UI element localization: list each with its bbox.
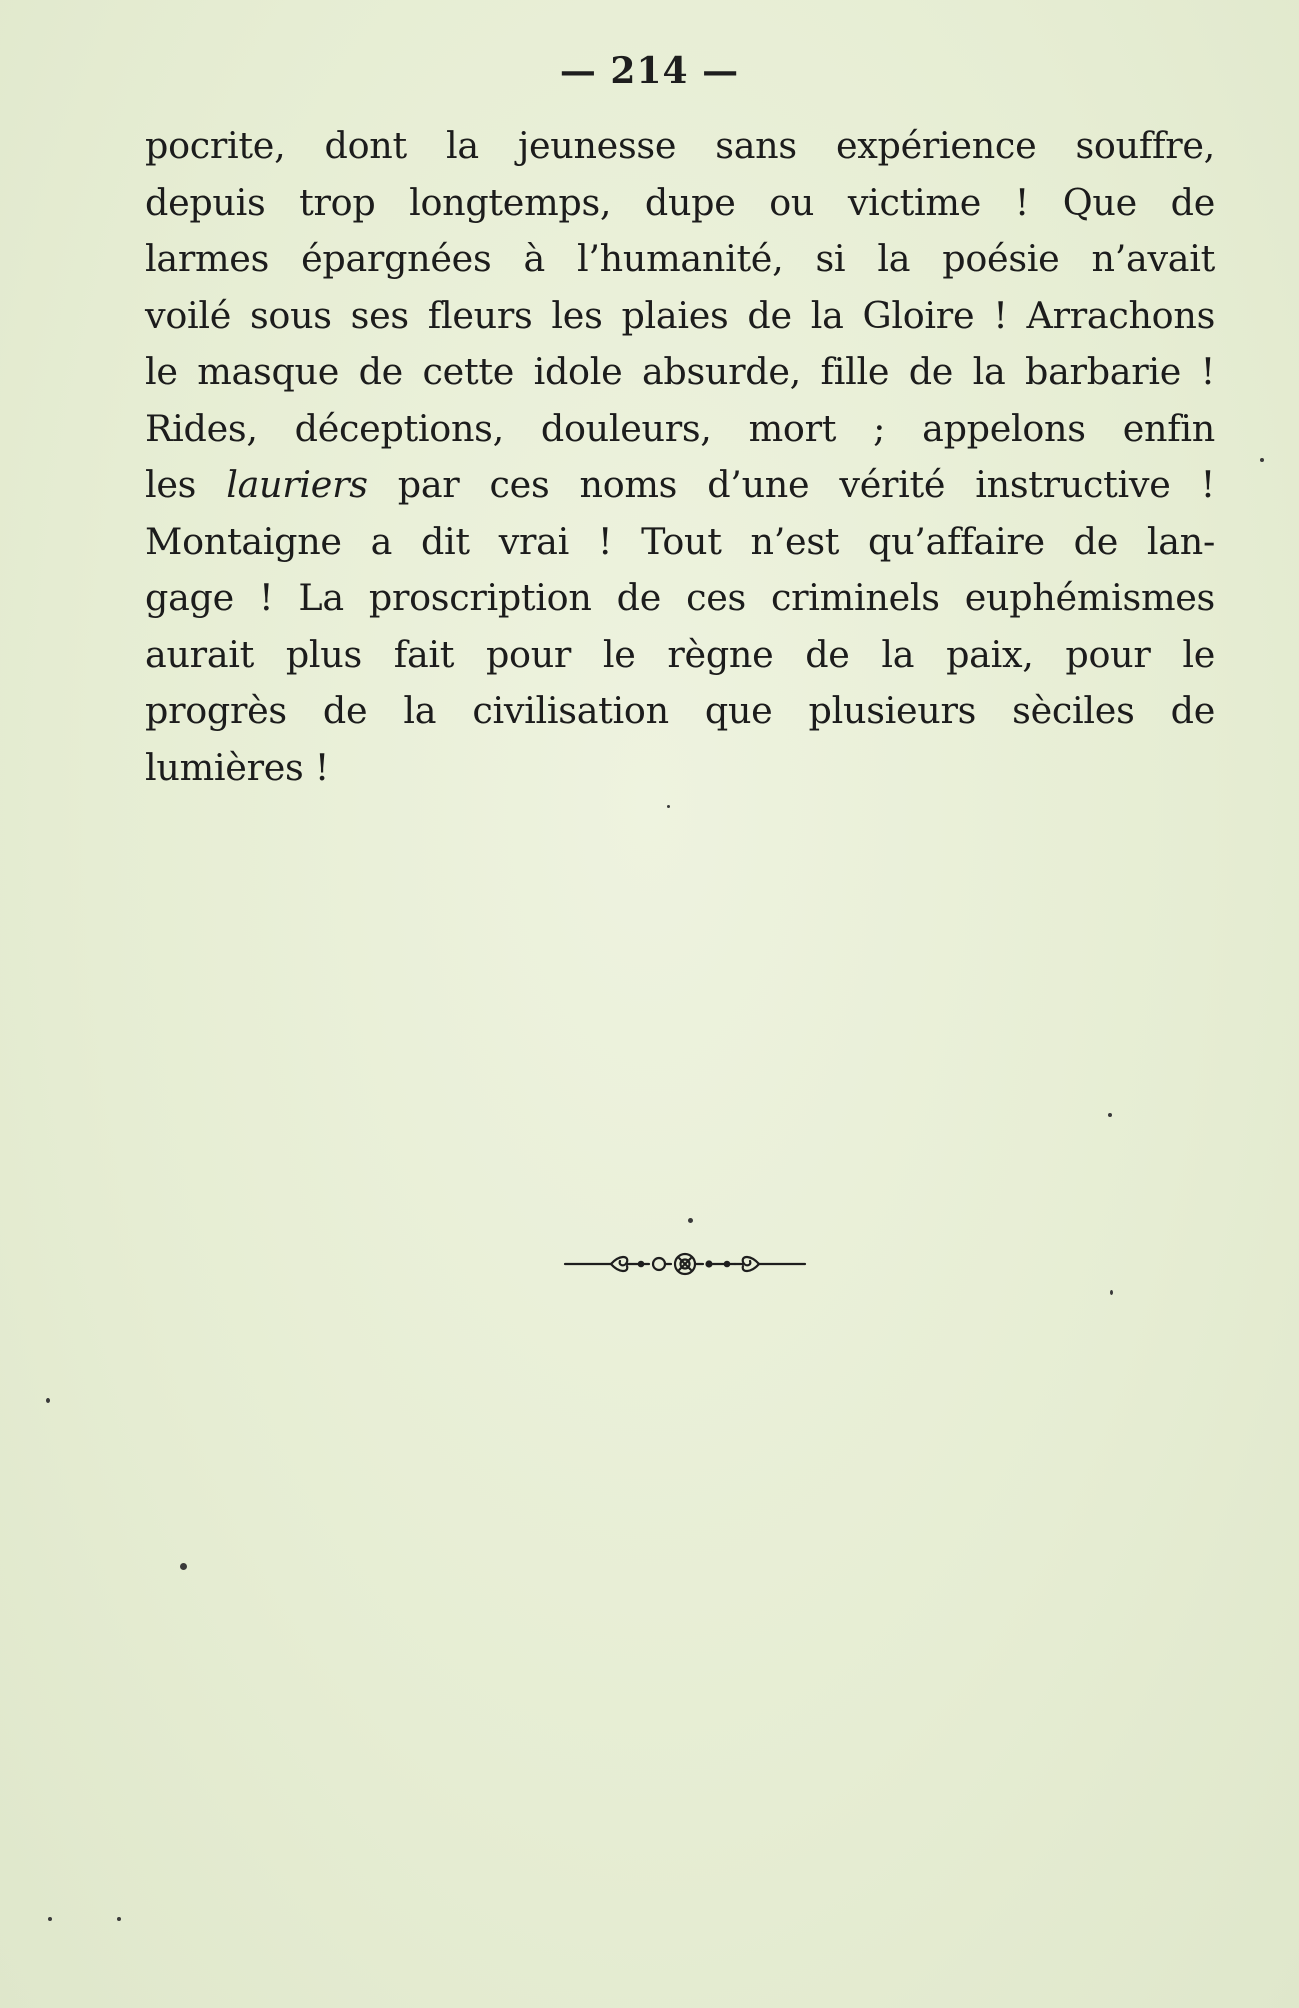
text-line: pocrite, dont la jeunesse sans expérience souffre, xyxy=(145,124,1215,167)
text-line: Rides, déceptions, douleurs, mort ; appelons enfin xyxy=(145,406,1215,450)
text-line xyxy=(145,457,1215,514)
text-line: Montaigne a dit vrai ! Tout n’est qu’affaire de lan- xyxy=(145,519,1215,563)
fleuron-divider-icon xyxy=(563,1245,807,1283)
text-line: voilé sous ses fleurs les plaies de la Gloire ! Arrachons xyxy=(145,293,1215,337)
paper-speck xyxy=(48,1917,52,1921)
text-line: larmes épargnées à l’humanité, si la poésie n’avait xyxy=(145,237,1215,280)
paper-speck xyxy=(180,1563,187,1570)
text-line: lumières ! xyxy=(145,745,330,789)
text-line: aurait plus fait pour le règne de la paix, pour le xyxy=(145,632,1215,676)
paper-speck xyxy=(667,805,670,808)
text-fragment: par ces noms d’une vérité instructive ! xyxy=(367,463,1215,506)
paper-speck xyxy=(1110,1290,1113,1295)
text-line: depuis trop longtemps, dupe ou victime ! Que de xyxy=(145,180,1215,224)
text-line: progrès de la civilisation que plusieurs sèciles de xyxy=(145,689,1215,732)
text-fragment: les xyxy=(145,463,227,506)
italic-word: lauriers xyxy=(226,463,368,506)
paper-speck xyxy=(46,1398,50,1403)
paper-speck xyxy=(688,1218,693,1223)
text-line: gage ! La proscription de ces criminels euphémismes xyxy=(145,576,1215,619)
page-number: — 214 — xyxy=(559,50,740,92)
paper-speck xyxy=(117,1917,121,1921)
body-paragraph xyxy=(145,118,1215,796)
paper-speck xyxy=(1260,458,1264,462)
paper-speck xyxy=(1108,1113,1112,1117)
text-line: le masque de cette idole absurde, fille de la barbarie ! xyxy=(145,350,1215,393)
